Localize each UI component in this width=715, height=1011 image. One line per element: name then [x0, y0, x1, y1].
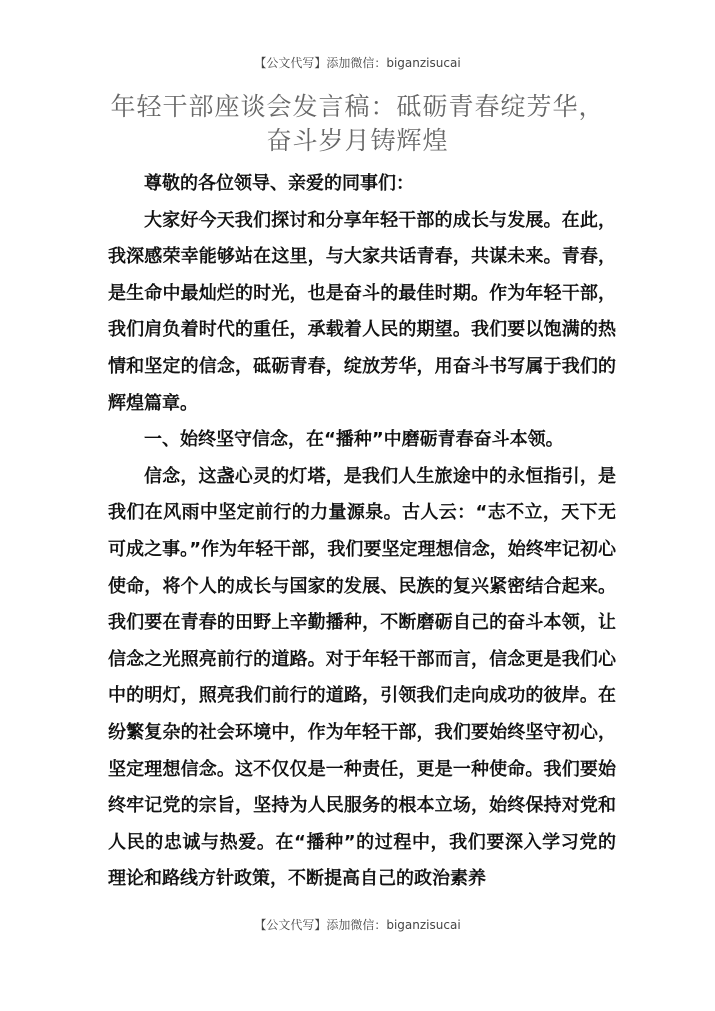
title-line-2: 奋斗岁月铸辉煌	[266, 126, 449, 155]
page-footer-watermark: 【公文代写】添加微信：biganzisucai	[254, 918, 461, 932]
body-paragraph: 大家好今天我们探讨和分享年轻干部的成长与发展。在此，我深感荣幸能够站在这里，与大家共话青春，共谋未来。青春，是生命中最灿烂的时光，也是奋斗的最佳时期。作为年轻干部，我们肩负着时代的重任，承载着人民的期望。我们要以饱满的热情和坚定的信念，砥砺青春，绽放芳华，用奋斗书写属于我们的辉煌篇章。	[108, 209, 616, 414]
title-line-1: 年轻干部座谈会发言稿：砥砺青春绽芳华，	[110, 92, 605, 121]
document-title	[0, 90, 715, 158]
page-header-watermark: 【公文代写】添加微信：biganzisucai	[254, 56, 461, 70]
body-paragraph: 信念，这盏心灵的灯塔，是我们人生旅途中的永恒指引，是我们在风雨中坚定前行的力量源泉。古人云：“志不立，天下无可成之事。”作为年轻干部，我们要坚定理想信念，始终牢记初心使命，将个人的成长与国家的发展、民族的复兴紧密结合起来。我们要在青春的田野上辛勤播种，不断磨砺自己的奋斗本领，让信念之光照亮前行的道路。对于年轻干部而言，信念更是我们心中的明灯，照亮我们前行的道路，引领我们走向成功的彼岸。在纷繁复杂的社会环境中，作为年轻干部，我们要始终坚守初心，坚定理想信念。这不仅仅是一种责任，更是一种使命。我们要始终牢记党的宗旨，坚持为人民服务的根本立场，始终保持对党和人民的忠诚与热爱。在“播种”的过程中，我们要深入学习党的理论和路线方针政策，不断提高自己的政治素养	[108, 465, 616, 890]
salutation: 尊敬的各位领导、亲爱的同事们：	[144, 173, 414, 194]
section-heading: 一、始终坚守信念，在“播种”中磨砺青春奋斗本领。	[144, 429, 564, 451]
document-body	[108, 166, 616, 898]
